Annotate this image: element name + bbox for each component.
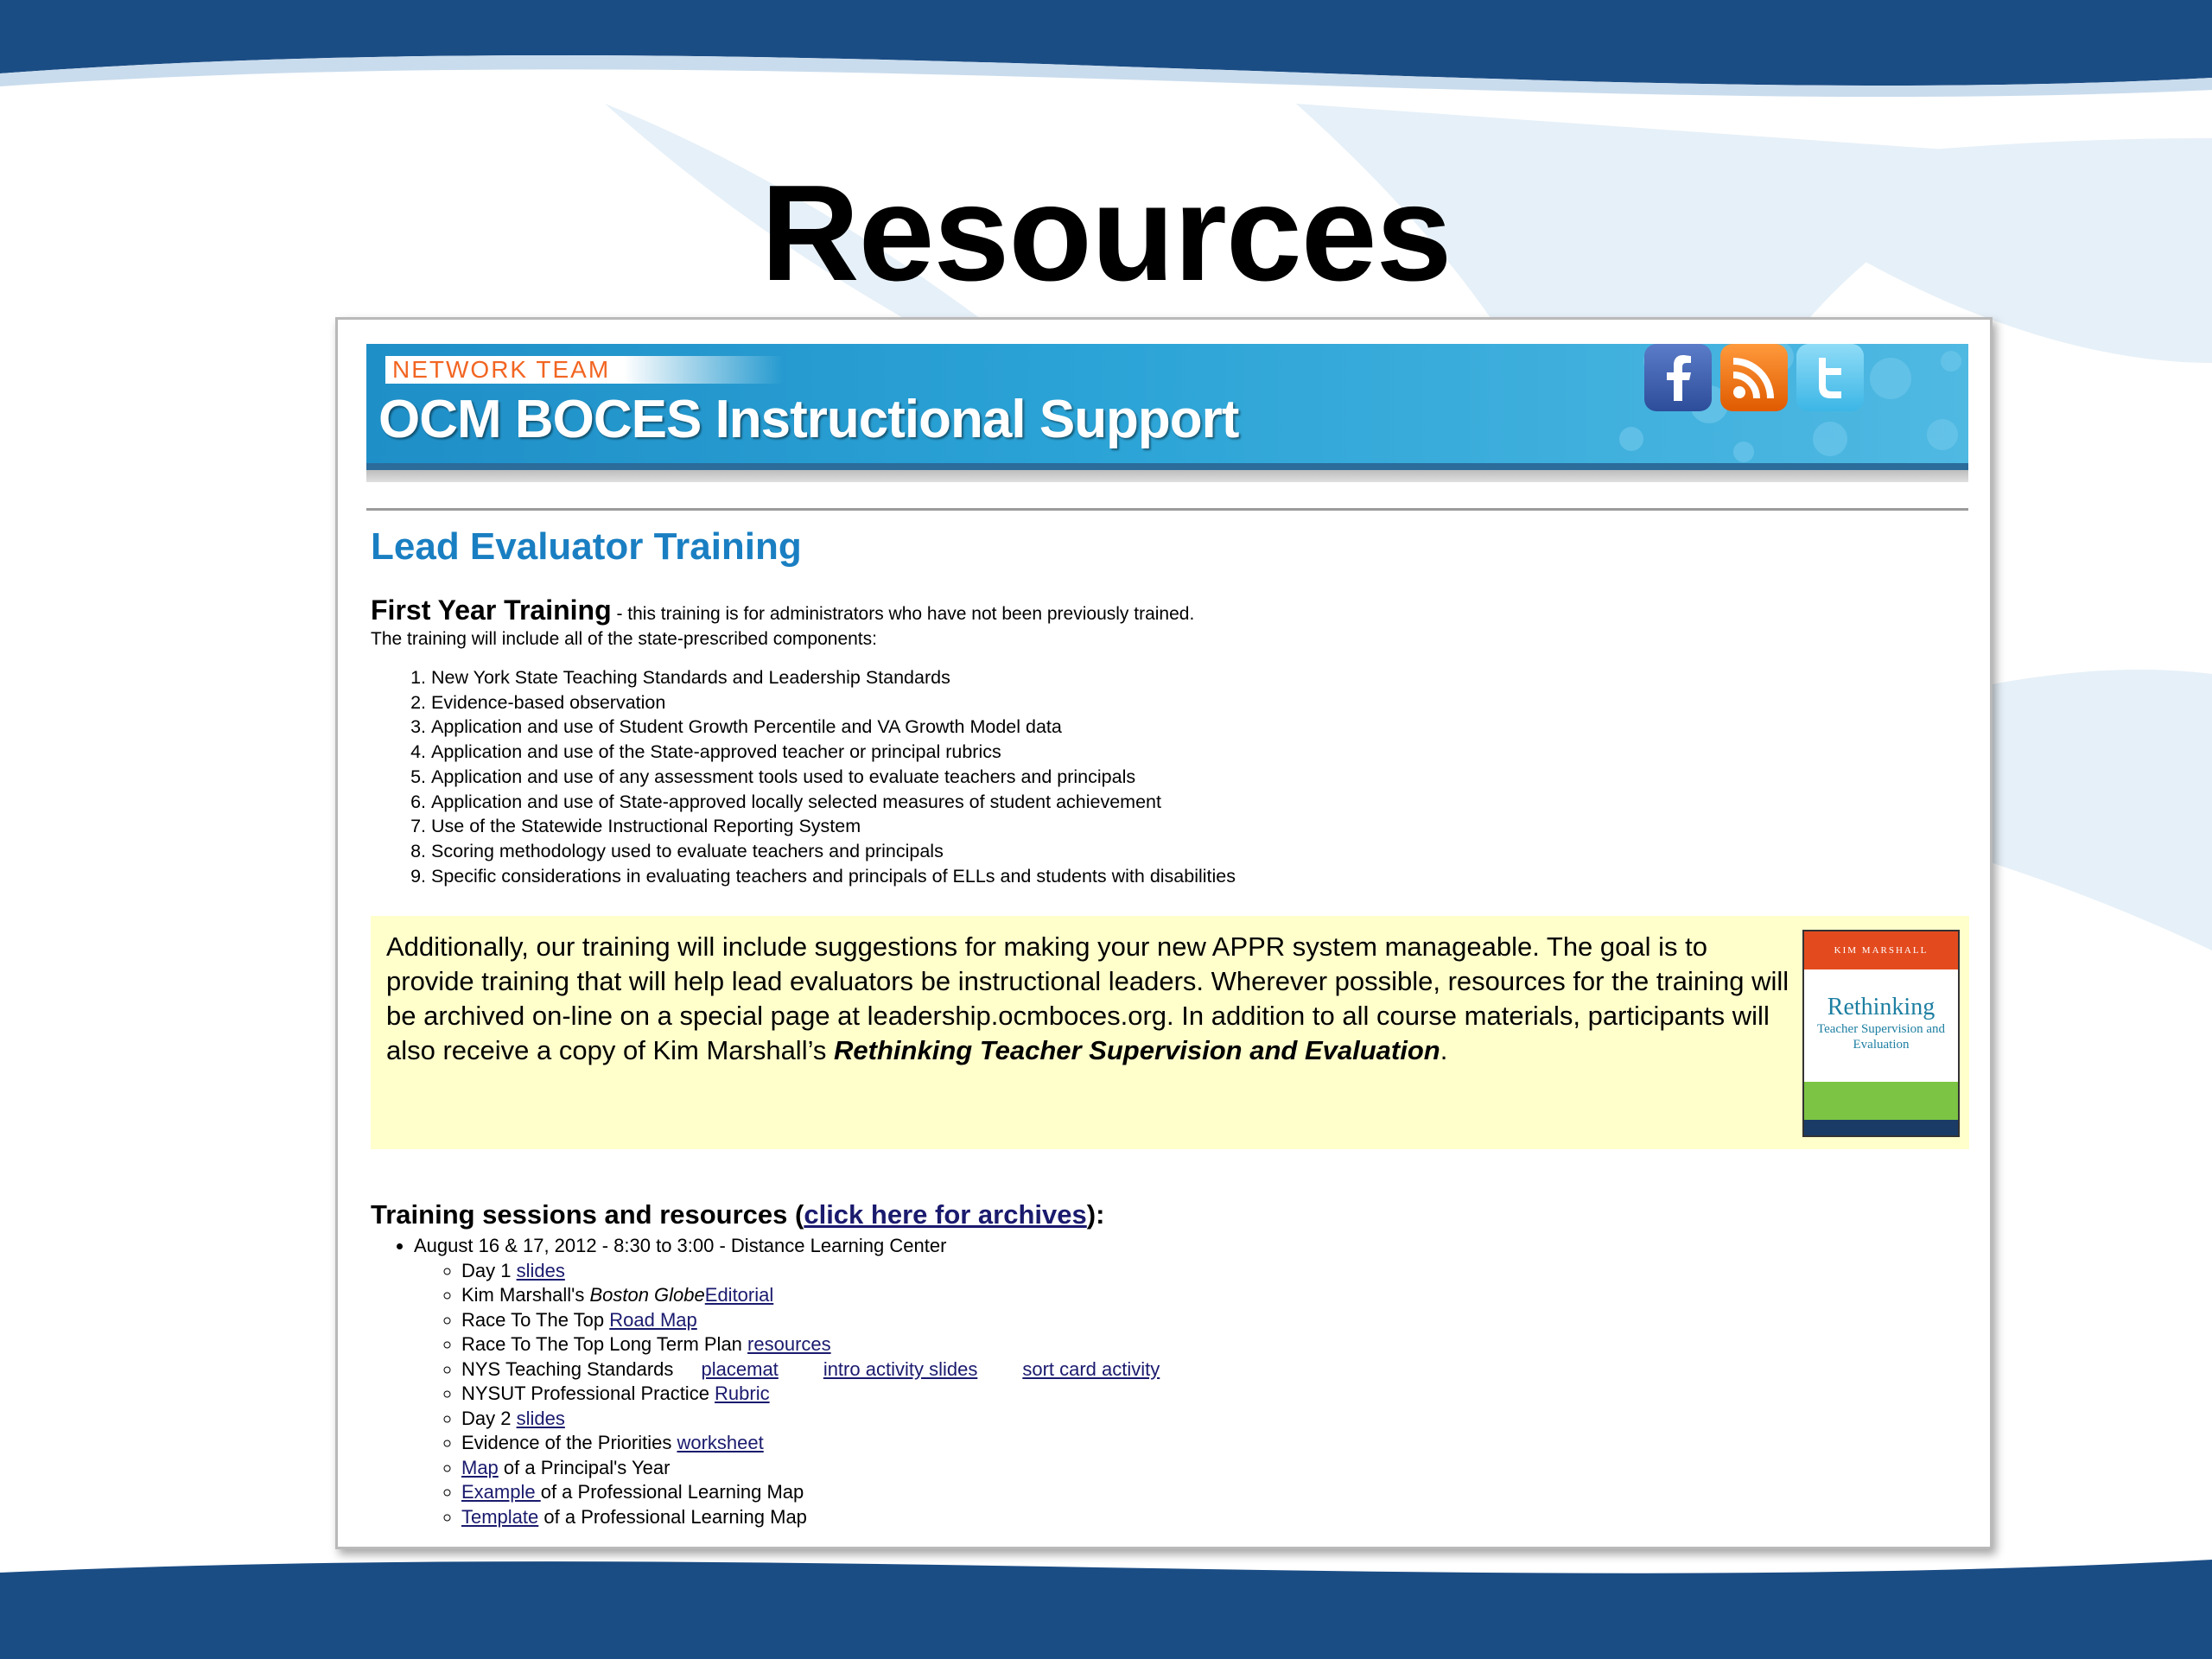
item-text: Evidence of the Priorities bbox=[461, 1432, 677, 1453]
components-list bbox=[371, 665, 1236, 888]
example-link[interactable]: Example bbox=[461, 1481, 541, 1503]
item-text: Day 2 bbox=[461, 1407, 517, 1429]
list-item bbox=[461, 1407, 1160, 1432]
list-item bbox=[461, 1259, 1160, 1284]
facebook-icon[interactable] bbox=[1644, 344, 1712, 411]
additional-text: Additionally, our training will include suggestions for making your new APPR system manageable. The goal is to provide training that will help lead evaluators be instructional leaders. Wherever possible, resources for the training will be archived on-line on a special page at leadership.ocmboces.org. In addition to all course materials, participants will also receive a copy of Kim Marshall’s bbox=[386, 931, 1789, 1065]
highlight-box bbox=[371, 916, 1969, 1149]
list-item: 3. Application and use of Student Growth Percentile and VA Growth Model data bbox=[431, 715, 1236, 740]
first-year-heading bbox=[371, 594, 1194, 626]
additional-paragraph bbox=[386, 930, 1790, 1068]
list-item: 2. Evidence-based observation bbox=[431, 690, 1236, 715]
divider bbox=[366, 508, 1968, 511]
list-item bbox=[461, 1480, 1160, 1505]
item-text: NYS Teaching Standards bbox=[461, 1357, 679, 1380]
worksheet-link[interactable]: worksheet bbox=[677, 1432, 764, 1453]
site-brand[interactable]: OCM BOCES Instructional Support bbox=[378, 390, 1239, 449]
book-cover-image[interactable] bbox=[1802, 930, 1960, 1137]
list-item bbox=[461, 1308, 1160, 1333]
network-team-label: NETWORK TEAM bbox=[385, 356, 783, 384]
item-emphasis: Boston Globe bbox=[589, 1284, 705, 1306]
page-heading: Lead Evaluator Training bbox=[371, 525, 802, 568]
template-link[interactable]: Template bbox=[461, 1505, 539, 1528]
placemat-link[interactable]: placemat bbox=[701, 1357, 779, 1380]
item-text: Kim Marshall's bbox=[461, 1284, 590, 1306]
list-item: 5. Application and use of any assessment tools used to evaluate teachers and principals bbox=[431, 765, 1236, 790]
item-text: NYSUT Professional Practice bbox=[461, 1382, 715, 1404]
book-title: Rethinking bbox=[1827, 994, 1936, 1020]
bottom-band bbox=[0, 1547, 2212, 1659]
top-band bbox=[0, 0, 2212, 104]
list-item bbox=[461, 1382, 1160, 1407]
list-item: 9. Specific considerations in evaluating teachers and principals of ELLs and students with disabilities bbox=[431, 864, 1236, 889]
item-text: of a Professional Learning Map bbox=[540, 1481, 804, 1503]
slide-title: Resources bbox=[760, 157, 1452, 309]
sessions-heading-end: ): bbox=[1086, 1199, 1105, 1230]
item-text: Race To The Top Long Term Plan bbox=[461, 1333, 748, 1355]
banner-shadow-rule bbox=[366, 470, 1968, 482]
list-item: 1. New York State Teaching Standards and Leadership Standards bbox=[431, 665, 1236, 690]
day1-slides-link[interactable]: slides bbox=[516, 1259, 565, 1281]
list-item: 4. Application and use of the State-approved teacher or principal rubrics bbox=[431, 740, 1236, 765]
book-title-area bbox=[1804, 969, 1958, 1082]
item-text: Race To The Top bbox=[461, 1308, 610, 1331]
rss-icon[interactable] bbox=[1720, 344, 1788, 411]
book-band bbox=[1804, 1082, 1958, 1120]
sessions-list bbox=[371, 1234, 1160, 1529]
list-item bbox=[461, 1431, 1160, 1456]
first-year-desc: - this training is for administrators who have not been previously trained. bbox=[611, 604, 1195, 624]
components-intro: The training will include all of the state-prescribed components: bbox=[371, 629, 877, 649]
additional-end: . bbox=[1440, 1035, 1448, 1065]
day2-slides-link[interactable]: slides bbox=[516, 1407, 565, 1429]
map-link[interactable]: Map bbox=[461, 1456, 499, 1478]
book-footer-band bbox=[1804, 1120, 1958, 1135]
list-item: 7. Use of the Statewide Instructional Reporting System bbox=[431, 814, 1236, 839]
sessions-heading bbox=[371, 1199, 1104, 1230]
list-item: 6. Application and use of State-approved locally selected measures of student achievement bbox=[431, 790, 1236, 815]
session-resources bbox=[414, 1259, 1160, 1530]
session-label: August 16 & 17, 2012 - 8:30 to 3:00 - Distance Learning Center bbox=[414, 1235, 947, 1256]
list-item bbox=[461, 1456, 1160, 1481]
list-item bbox=[461, 1283, 1160, 1308]
editorial-link[interactable]: Editorial bbox=[704, 1284, 774, 1306]
first-year-title: First Year Training bbox=[371, 594, 612, 626]
item-text: Day 1 bbox=[461, 1259, 517, 1281]
book-title-emphasis: Rethinking Teacher Supervision and Evaluation bbox=[834, 1035, 1440, 1065]
website-screenshot bbox=[335, 317, 1993, 1549]
sort-card-activity-link[interactable]: sort card activity bbox=[1022, 1357, 1160, 1380]
item-text: of a Professional Learning Map bbox=[538, 1505, 807, 1528]
rubric-link[interactable]: Rubric bbox=[715, 1382, 770, 1404]
list-item bbox=[461, 1332, 1160, 1357]
road-map-link[interactable]: Road Map bbox=[609, 1308, 697, 1331]
sessions-heading-text: Training sessions and resources ( bbox=[371, 1199, 804, 1230]
list-item bbox=[461, 1505, 1160, 1530]
twitter-icon[interactable] bbox=[1796, 344, 1864, 411]
session-item bbox=[414, 1234, 1160, 1529]
resources-link[interactable]: resources bbox=[747, 1333, 831, 1355]
book-subtitle: Teacher Supervision and Evaluation bbox=[1816, 1022, 1946, 1052]
list-item bbox=[461, 1357, 1160, 1382]
archives-link[interactable]: click here for archives bbox=[804, 1199, 1087, 1230]
intro-activity-slides-link[interactable]: intro activity slides bbox=[823, 1357, 978, 1380]
item-text: of a Principal's Year bbox=[498, 1456, 671, 1478]
list-item: 8. Scoring methodology used to evaluate teachers and principals bbox=[431, 839, 1236, 864]
book-author: KIM MARSHALL bbox=[1804, 931, 1958, 969]
